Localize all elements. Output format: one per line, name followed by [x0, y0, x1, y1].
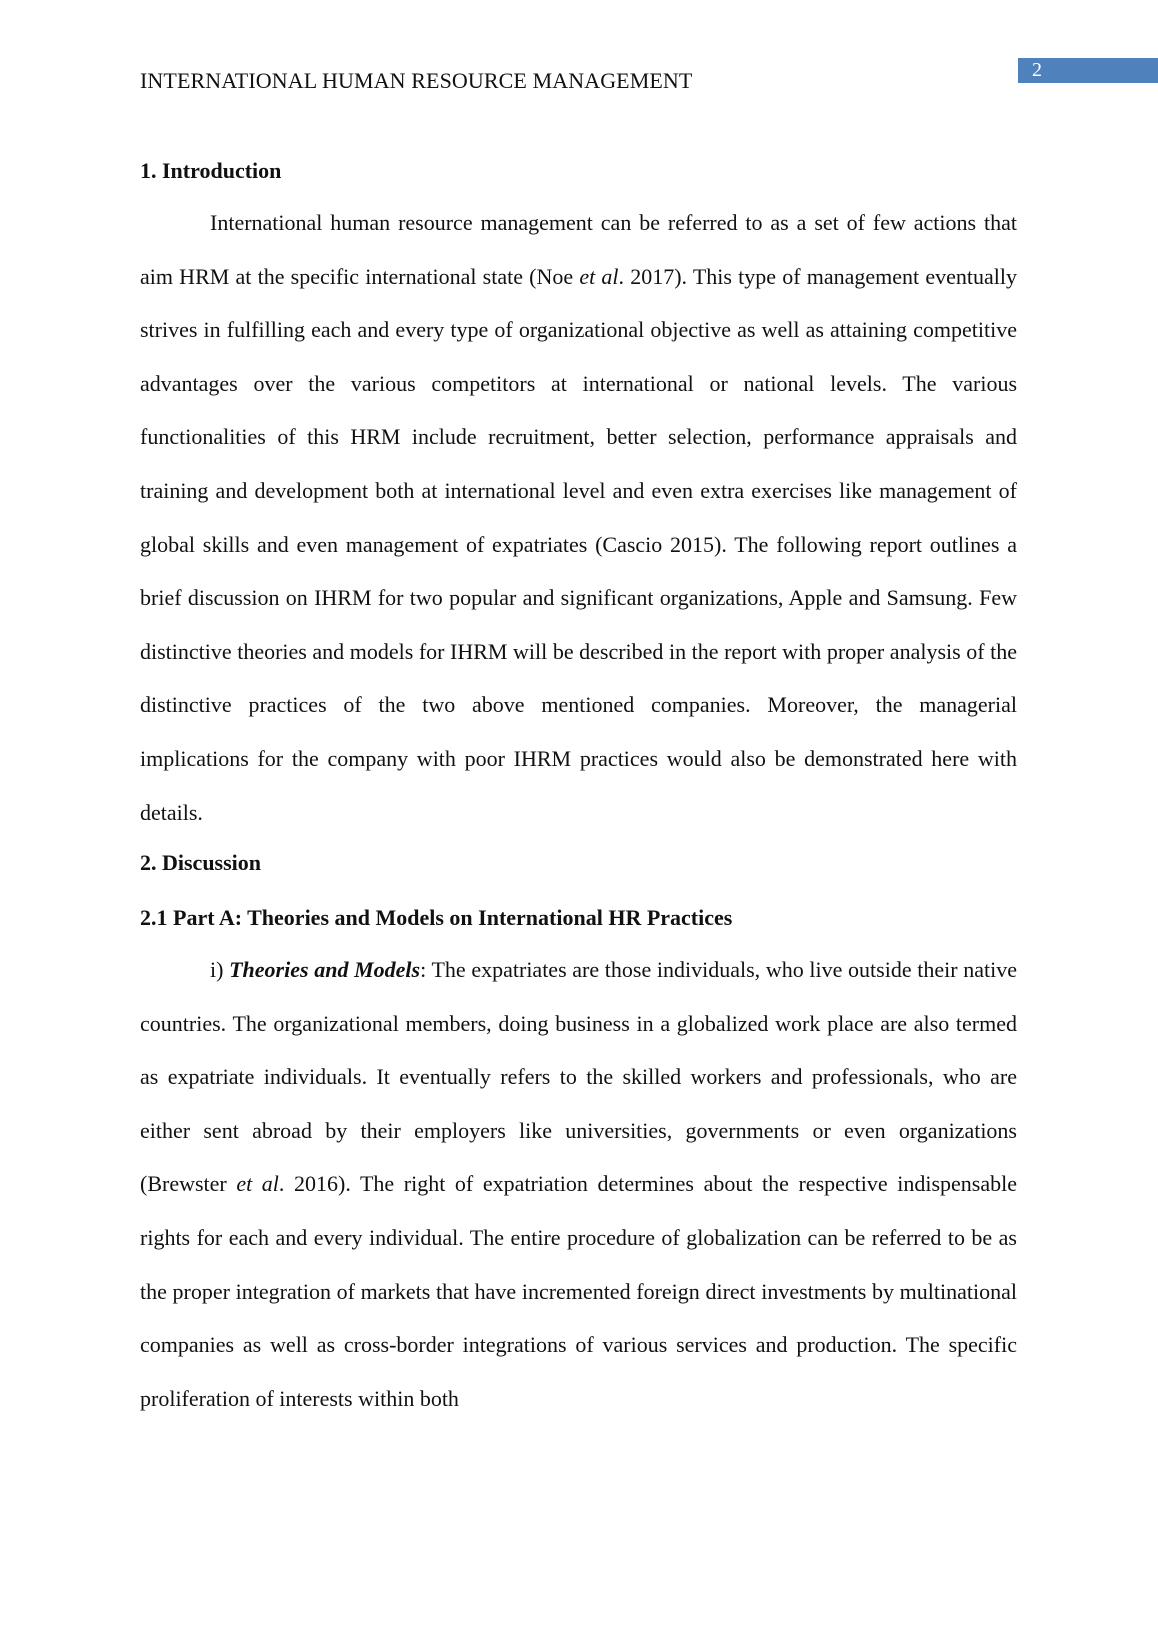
subsection-heading-part-a: 2.1 Part A: Theories and Models on International HR Practices [140, 905, 733, 930]
intro-text-part-1: International human resource management can be referred to as a set of few actions that aim HRM at the specific international state (Noe [140, 210, 1017, 289]
theories-prefix: i) [210, 957, 230, 982]
theories-paragraph [140, 943, 1017, 1425]
theories-citation-etal: et al [236, 1171, 279, 1197]
theories-lead-term: Theories and Models [229, 957, 421, 982]
intro-citation-etal: et al [579, 263, 619, 289]
introduction-paragraph [140, 196, 1017, 839]
intro-text-part-2: . 2017). This type of management eventually strives in fulfilling each and every type of organizational objective as well as attaining competitive advantages over the various competitors at international or national levels. The various functionalities of this HRM include recruitment, better selection, performance appraisals and training and development both at international level and even extra exercises like management of global skills and even management of expatriates (Cascio 2015). The following report outlines a brief discussion on IHRM for two popular and significant organizations, Apple and Samsung. Few distinctive theories and models for IHRM will be described in the report with proper analysis of the distinctive practices of the two above mentioned companies. Moreover, the managerial implications for the company with poor IHRM practices would also be demonstrated here with details. [140, 263, 1017, 825]
section-heading-introduction: 1. Introduction [140, 158, 282, 183]
theories-text-part-1: : The expatriates are those individuals, who live outside their native countries. The organizational members, doing business in a globalized work place are also termed as expatriate individuals. It eventually refers to the skilled workers and professionals, who are either sent abroad by their employers like universities, governments or even organizations (Brewster [140, 957, 1017, 1197]
running-head: INTERNATIONAL HUMAN RESOURCE MANAGEMENT [140, 68, 693, 93]
theories-text-part-2: . 2016). The right of expatriation determines about the respective indispensable rights for each and every individual. The entire procedure of globalization can be referred to be as the proper integration of markets that have incremented foreign direct investments by multinational companies as well as cross-border integrations of various services and production. The specific proliferation of interests within both [140, 1171, 1017, 1411]
section-heading-discussion: 2. Discussion [140, 850, 262, 875]
page-number: 2 [1032, 59, 1042, 81]
